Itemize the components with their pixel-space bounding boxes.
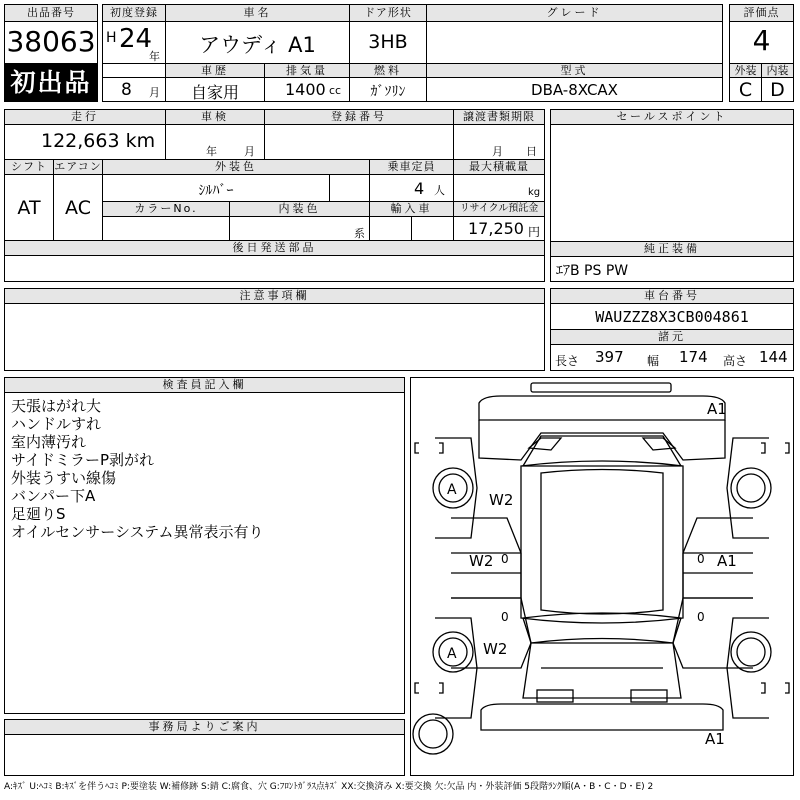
ext-color-cell [102,174,330,202]
ac-cell [53,174,103,241]
month: 8 [121,80,132,100]
height-label: 高さ [723,354,748,368]
mark-rear-bumper: A1 [705,730,725,748]
mark-door-fr-zero: 0 [697,552,705,566]
model-code-header: 型式 [426,63,723,78]
fuel-header: 燃料 [349,63,427,78]
year-unit: 年 [149,50,160,63]
interior-grade-cell [761,77,794,102]
note-line: サイドミラーP剥がれ [11,451,154,469]
mileage-header: 走行 [4,109,166,125]
mileage-cell [4,124,166,160]
equipment: ｴｱB PS PW [556,263,629,279]
note-line: 足廻りS [11,505,66,523]
import-header: 輸入車 [369,201,454,217]
lot-number: 38063 [6,25,96,58]
shift-header: シフト [4,159,54,175]
mark-door-fr: A1 [717,552,737,570]
displacement-header: 排気量 [264,63,350,78]
ext-color: ｼﾙﾊﾞｰ [198,183,234,199]
exterior-header: 外装 [729,63,762,78]
int-color-cell [229,216,370,241]
note-line: 外装うすい線傷 [11,469,117,487]
ac: AC [65,197,91,219]
exterior-grade-cell [729,77,762,102]
door-header: ドア形状 [349,4,427,22]
inspection-header: 車検 [165,109,265,125]
inspection-month-unit: 月 [244,145,255,158]
office-cell [4,734,405,776]
note-line: オイルセンサーシステム異常表示有り [11,523,264,541]
car-outline [411,378,793,775]
shift-cell [4,174,54,241]
later-parts-header: 後日発送部品 [4,240,545,256]
dims-header: 諸元 [550,329,794,345]
int-color-header: 内装色 [229,201,370,217]
capacity: 4 [414,179,425,198]
inspector-header: 検査員記入欄 [4,377,405,393]
door-cell [349,21,427,64]
shift: AT [17,197,41,219]
fuel-cell [349,77,427,102]
office-header: 事務局よりご案内 [4,719,405,735]
score: 4 [752,24,771,57]
grade-cell [426,21,723,64]
score-cell [729,21,794,64]
recycle-fee: 17,250 [468,219,524,238]
equipment-header: 純正装備 [550,241,794,257]
inspection-year-unit: 年 [206,145,217,158]
mark-fender-fl: W2 [489,491,514,509]
chassis-header: 車台番号 [550,288,794,304]
mark-wheel-fl: A [447,482,457,498]
later-parts-cell [4,255,545,282]
caution-cell [4,303,545,371]
max-load-cell [453,174,545,202]
first-reg-header: 初度登録 [102,4,166,22]
length-label: 長さ [555,354,580,368]
legend: A:ｷｽﾞ U:ﾍｺﾐ B:ｷｽﾞを伴うﾍｺﾐ P:要塗装 W:補修跡 S:錆 C:腐食、穴 G:ﾌﾛﾝﾄｶﾞﾗｽ点ｷｽﾞ XX:交換済み X:要交換 欠:欠品 内・外装評価 5段階ﾗﾝｸ順(A・B・C・D・E) 2 [4,782,654,792]
mark-door-fl: W2 [469,552,494,570]
history-header: 車歴 [165,63,265,78]
transfer-day-unit: 日 [526,145,537,158]
car-name-header: 車名 [165,4,350,22]
lot-number-cell [4,21,98,64]
mark-rear-left-zero: 0 [501,610,509,624]
plate-cell [264,124,454,160]
note-line: バンパー下A [11,487,96,505]
color-no-header: カラーNo. [102,201,230,217]
color-no-cell [102,216,230,241]
import-cell-b [411,216,454,241]
model-code: DBA-8XCAX [531,81,618,99]
mileage: 122,663 km [41,130,156,152]
import-cell-a [369,216,412,241]
sales-points-header: セールスポイント [550,109,794,125]
car-diagram [410,377,794,776]
history-cell [165,77,265,102]
transfer-header: 譲渡書類期限 [453,109,545,125]
note-line: 室内薄汚れ [11,433,87,451]
transfer-month-unit: 月 [492,145,503,158]
displacement-cell [264,77,350,102]
displacement-unit: cc [329,84,342,97]
note-line: 天張はがれ大 [11,397,102,415]
displacement: 1400 [285,80,326,99]
grade-header: グレード [426,4,723,22]
recycle-unit: 円 [528,225,541,239]
first-reg-gap [102,63,166,78]
mark-quarter-rl: W2 [483,640,508,658]
era: H [106,30,117,46]
plate-header: 登録番号 [264,109,454,125]
max-load-header: 最大積載量 [453,159,545,175]
mark-door-fl-zero: 0 [501,552,509,566]
door-type: 3HB [368,31,408,53]
inspector-notes [4,392,405,714]
recycle-cell [453,216,545,241]
note-line: ハンドルすれ [11,415,102,433]
interior-grade: D [770,79,785,101]
fuel: ｶﾞｿﾘﾝ [370,84,406,100]
first-reg-year-cell [102,21,166,64]
width-label: 幅 [647,354,660,368]
car-name: アウディ A1 [199,33,316,57]
capacity-cell [369,174,454,202]
max-load-unit: kg [528,187,541,198]
transfer-cell [453,124,545,160]
exterior-grade: C [738,79,753,101]
chassis-cell [550,303,794,330]
year: 24 [119,24,153,54]
chassis-number: WAUZZZ8X3CB004861 [595,308,749,326]
ac-header: エアコン [54,160,102,173]
length: 397 [595,348,624,366]
mark-rear-right-zero: 0 [697,610,705,624]
sales-points-cell [550,124,794,242]
mark-wheel-rl: A [447,646,457,662]
lot-number-header: 出品番号 [4,4,98,22]
first-listing-badge: 初出品 [4,64,98,102]
history: 自家用 [190,83,239,102]
month-unit: 月 [149,86,160,99]
dims-cell [550,344,794,371]
width: 174 [679,348,708,366]
equipment-cell [550,256,794,282]
interior-header: 内装 [761,63,794,78]
first-reg-month-cell [102,77,166,102]
ext-color-extra-cell [329,174,370,202]
caution-header: 注意事項欄 [4,288,545,304]
mark-front-bumper: A1 [707,400,727,418]
capacity-header: 乗車定員 [369,159,454,175]
height: 144 [759,348,788,366]
model-code-cell [426,77,723,102]
ext-color-header: 外装色 [102,159,370,175]
car-name-cell [165,21,350,64]
score-header: 評価点 [729,4,794,22]
int-color-suffix: 系 [354,227,365,240]
recycle-header: リサイクル預託金 [453,201,545,217]
capacity-unit: 人 [434,184,445,197]
inspection-cell [165,124,265,160]
